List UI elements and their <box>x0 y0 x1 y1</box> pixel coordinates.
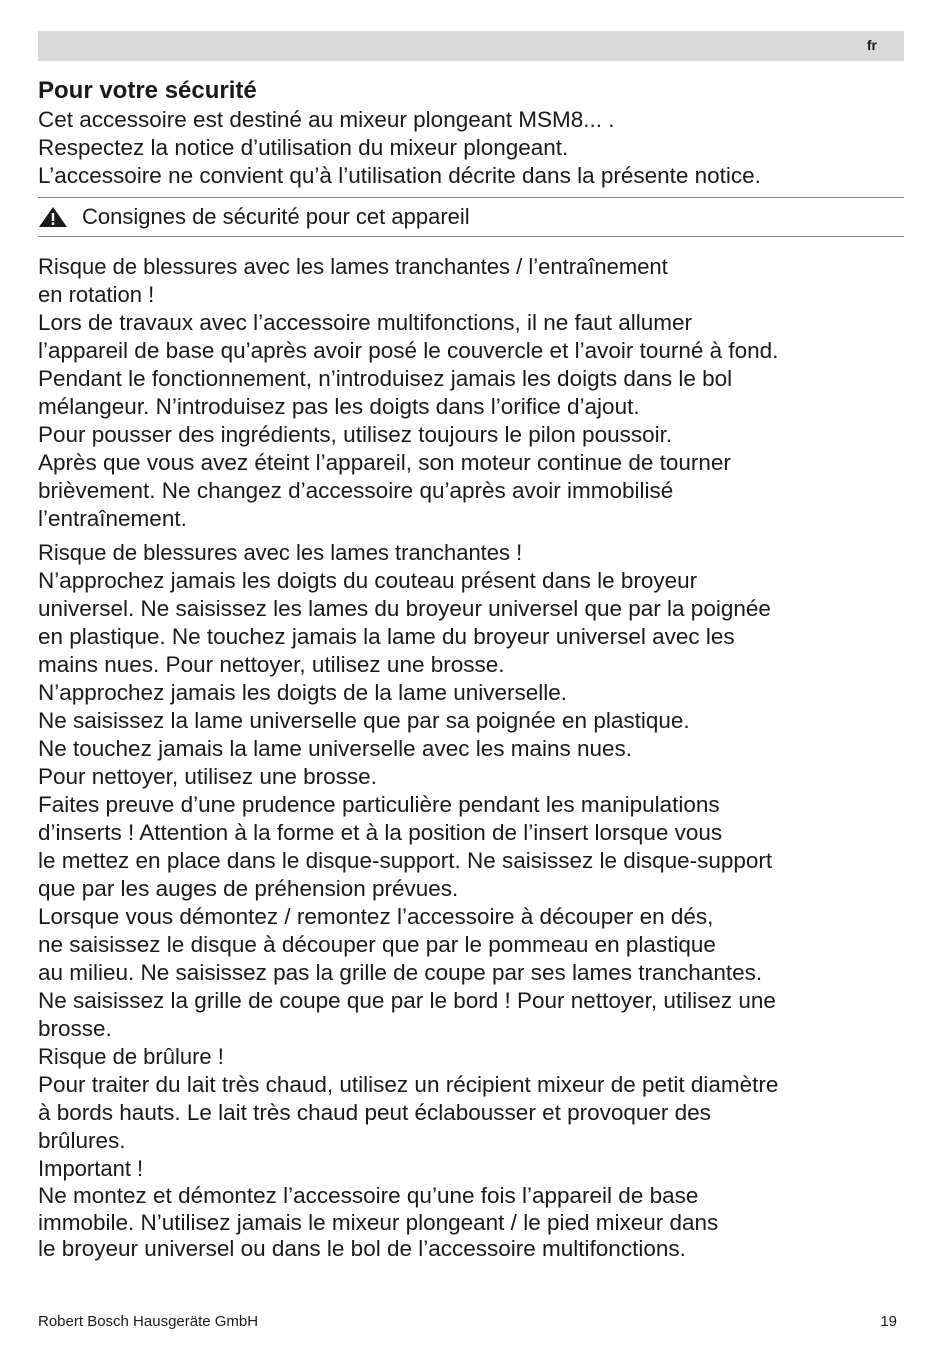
warning-triangle-icon <box>38 206 68 228</box>
footer-page-number: 19 <box>880 1313 897 1330</box>
language-code: fr <box>866 37 877 53</box>
section-body: Pour traiter du lait très chaud, utilisez un récipient mixeur de petit diamètre à bords hauts. Le lait très chaud peut éclabousser et provoquer des brûlures. <box>38 1072 779 1153</box>
section-body: Ne montez et démontez l’accessoire qu’une fois l’appareil de base immobile. N’utilisez jamais le mixeur plongeant / le pied mixeur dans le broyeur universel ou dans le bol de l’accessoire multifonctions. <box>38 1183 719 1261</box>
intro-line-2: Respectez la notice d’utilisation du mixeur plongeant. <box>38 135 569 160</box>
section-body: Lors de travaux avec l’accessoire multifonctions, il ne faut allumer l’appareil de base qu’après avoir posé le couvercle et l’avoir tourné à fond. Pendant le fonctionnement, n’introduisez jamais les doigts dans le bol mélangeur. N’introduisez pas les doigts dans l’orifice d’ajout. Pour pousser des ingrédients, utilisez toujours le pilon poussoir. Après que vous avez éteint l’appareil, son moteur continue de tourner brièvement. Ne changez d’accessoire qu’après avoir immobilisé l’entraînement. <box>38 310 779 531</box>
page-content <box>38 76 908 1263</box>
section-heading: Risque de brûlure ! <box>38 1044 224 1069</box>
section-body: N’approchez jamais les doigts du couteau présent dans le broyeur universel. Ne saisissez les lames du broyeur universel que par la poignée en plastique. Ne touchez jamais la lame du broyeur universel avec les mains nues. Pour nettoyer, utilisez une brosse. N’approchez jamais les doigts de la lame universelle. Ne saisissez la lame universelle que par sa poignée en plastique. Ne touchez jamais la lame universelle avec les mains nues. Pour nettoyer, utilisez une brosse. Faites preuve d’une prudence particulière pendant les manipulations d’inserts ! Attention à la forme et à la position de l’insert lorsque vous le mettez en place dans le disque-support. Ne saisissez le disque-support que par les auges de préhension prévues. Lorsque vous démontez / remontez l’accessoire à découper en dés, ne saisissez le disque à découper que par le pommeau en plastique au milieu. Ne saisissez pas la grille de coupe par ses lames tranchantes. Ne saisissez la grille de coupe que par le bord ! Pour nettoyer, utilisez une brosse. <box>38 568 776 1041</box>
section-heading: Risque de blessures avec les lames tranchantes ! <box>38 540 523 565</box>
language-bar <box>38 31 904 61</box>
divider-bottom <box>38 236 904 237</box>
intro-line-3: L’accessoire ne convient qu’à l’utilisation décrite dans la présente notice. <box>38 163 761 188</box>
section-rotation <box>38 253 908 533</box>
intro-line-1: Cet accessoire est destiné au mixeur plongeant MSM8... . <box>38 107 615 132</box>
footer-company: Robert Bosch Hausgeräte GmbH <box>38 1313 259 1330</box>
warning-heading: Consignes de sécurité pour cet appareil <box>82 204 470 229</box>
section-important <box>38 1155 908 1263</box>
section-burn <box>38 1043 908 1155</box>
section-blades <box>38 539 908 1043</box>
warning-heading-row <box>38 198 908 236</box>
section-heading: Risque de blessures avec les lames tranchantes / l’entraînement en rotation ! <box>38 254 668 307</box>
page-title: Pour votre sécurité <box>38 77 257 104</box>
section-heading: Important ! <box>38 1156 144 1181</box>
